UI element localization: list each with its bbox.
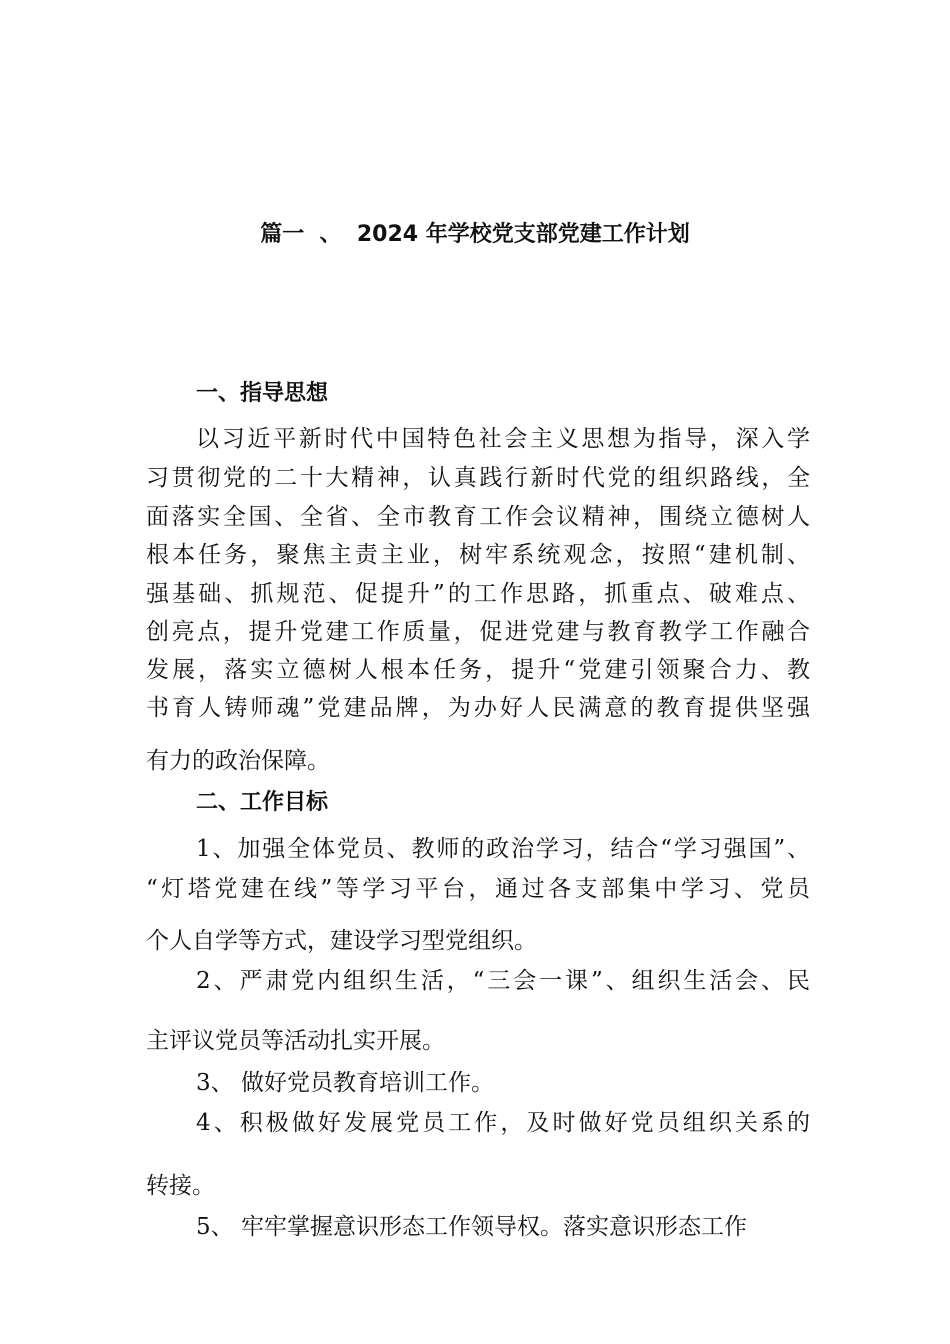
paragraph-line: 根本任务，聚焦主责主业，树牢系统观念，按照“建机制、	[146, 542, 810, 568]
goal-item-line: 5、 牢牢掌握意识形态工作领导权。落实意识形态工作	[196, 1214, 747, 1240]
paragraph-line: 创亮点，提升党建工作质量，促进党建与教育教学工作融合	[146, 619, 810, 645]
paragraph-line: 书育人铸师魂”党建品牌，为办好人民满意的教育提供坚强	[146, 695, 810, 721]
goal-item-line: 1、加强全体党员、教师的政治学习，结合“学习强国”、	[196, 836, 810, 862]
paragraph-line: 有力的政治保障。	[146, 748, 330, 774]
paragraph-line: 发展，落实立德树人根本任务，提升“党建引领聚合力、教	[146, 657, 810, 683]
document-title: 篇一 、 2024 年学校党支部党建工作计划	[260, 222, 690, 247]
section-heading-work-goals: 二、工作目标	[196, 790, 329, 815]
goal-item-line: 4、积极做好发展党员工作，及时做好党员组织关系的	[196, 1110, 810, 1136]
paragraph-line: 强基础、抓规范、促提升”的工作思路，抓重点、破难点、	[146, 581, 810, 607]
section-heading-guiding-ideology: 一、指导思想	[196, 381, 329, 406]
goal-item-line: 个人自学等方式，建设学习型党组织。	[146, 928, 537, 954]
paragraph-line: 面落实全国、全省、全市教育工作会议精神，围绕立德树人	[146, 504, 810, 530]
paragraph-line: 习贯彻党的二十大精神，认真践行新时代党的组织路线，全	[146, 465, 810, 491]
goal-item-line: 转接。	[146, 1173, 215, 1199]
goal-item-line: 2、严肃党内组织生活，“三会一课”、组织生活会、民	[196, 968, 810, 994]
paragraph-line: 以习近平新时代中国特色社会主义思想为指导，深入学	[196, 426, 810, 452]
goal-item-line: 3、 做好党员教育培训工作。	[196, 1070, 494, 1096]
goal-item-line: 主评议党员等活动扎实开展。	[146, 1028, 445, 1054]
goal-item-line: “灯塔党建在线”等学习平台，通过各支部集中学习、党员	[146, 876, 810, 902]
